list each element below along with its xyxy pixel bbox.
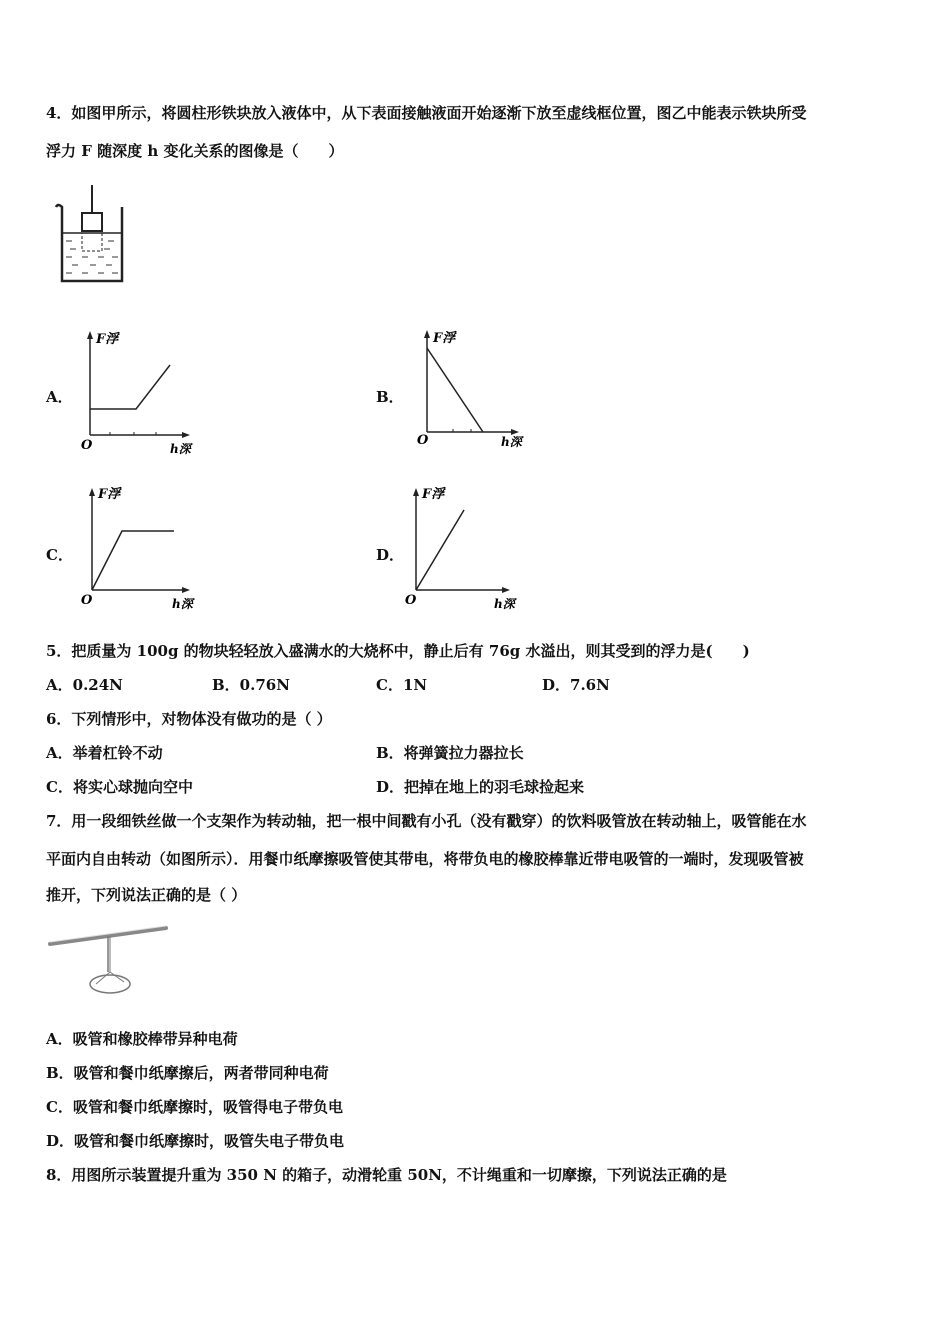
q5-stem: 5．把质量为 100g 的物块轻轻放入盛满水的大烧杯中，静止后有 76g 水溢出，则其受到的浮力是( )	[46, 642, 750, 660]
q7-stem-line2: 平面内自由转动（如图所示）．用餐巾纸摩擦吸管使其带电，将带负电的橡胶棒靠近带电吸管的一端时，发现吸管被	[46, 850, 804, 868]
q4-option-c-label[interactable]: C．	[46, 546, 73, 564]
q7-stem-line1: 7．用一段细铁丝做一个支架作为转动轴，把一根中间戳有小孔（没有戳穿）的饮料吸管放在转动轴上，吸管能在水	[46, 812, 807, 830]
q4-graph-a	[76, 325, 196, 460]
q7-stem-line3: 推开，下列说法正确的是（ ）	[46, 886, 247, 904]
q4-b-xlabel: h深	[501, 435, 522, 449]
q4-b-origin: O	[417, 433, 429, 448]
q6-stem: 6．下列情形中，对物体没有做功的是（ ）	[46, 710, 332, 728]
q4-graph-c	[78, 480, 198, 615]
q4-c-xlabel: h深	[172, 597, 193, 611]
q4-b-ylabel: F浮	[433, 331, 456, 346]
q6-option-b[interactable]: B．将弹簧拉力器拉长	[376, 744, 524, 762]
q4-d-origin: O	[405, 593, 417, 608]
q4-a-ylabel: F浮	[96, 332, 119, 347]
q4-a-origin: O	[81, 438, 93, 453]
q5-option-a[interactable]: A．0.24N	[46, 676, 123, 694]
q4-d-ylabel: F浮	[422, 487, 445, 502]
q7-option-d[interactable]: D．吸管和餐巾纸摩擦时，吸管失电子带负电	[46, 1132, 345, 1150]
q6-option-a[interactable]: A．举着杠铃不动	[46, 744, 163, 762]
straw-pivot-figure	[44, 920, 174, 1000]
q4-graph-d	[402, 480, 522, 615]
q4-option-d-label[interactable]: D．	[376, 546, 405, 564]
beaker-figure	[52, 185, 132, 290]
q4-c-ylabel: F浮	[98, 487, 121, 502]
q6-option-d[interactable]: D．把掉在地上的羽毛球捡起来	[376, 778, 585, 796]
q4-stem-line2: 浮力 F 随深度 h 变化关系的图像是（ ）	[46, 142, 344, 160]
q4-option-b-label[interactable]: B．	[376, 388, 404, 406]
q4-d-xlabel: h深	[494, 597, 515, 611]
q7-option-c[interactable]: C．吸管和餐巾纸摩擦时，吸管得电子带负电	[46, 1098, 343, 1116]
q5-option-c[interactable]: C．1N	[376, 676, 428, 694]
q8-stem: 8．用图所示装置提升重为 350 N 的箱子，动滑轮重 50N，不计绳重和一切摩擦，下列说法正确的是	[46, 1166, 727, 1184]
q7-option-a[interactable]: A．吸管和橡胶棒带异种电荷	[46, 1030, 238, 1048]
q4-option-a-label[interactable]: A．	[46, 388, 73, 406]
q4-graph-b	[413, 322, 533, 457]
q5-option-d[interactable]: D．7.6N	[542, 676, 610, 694]
q6-option-c[interactable]: C．将实心球抛向空中	[46, 778, 193, 796]
q4-stem-line1: 4．如图甲所示，将圆柱形铁块放入液体中，从下表面接触液面开始逐渐下放至虚线框位置，图乙中能表示铁块所受	[46, 104, 807, 122]
q5-option-b[interactable]: B．0.76N	[212, 676, 290, 694]
q7-option-b[interactable]: B．吸管和餐巾纸摩擦后，两者带同种电荷	[46, 1064, 329, 1082]
q4-a-xlabel: h深	[170, 442, 191, 456]
q4-c-origin: O	[81, 593, 93, 608]
